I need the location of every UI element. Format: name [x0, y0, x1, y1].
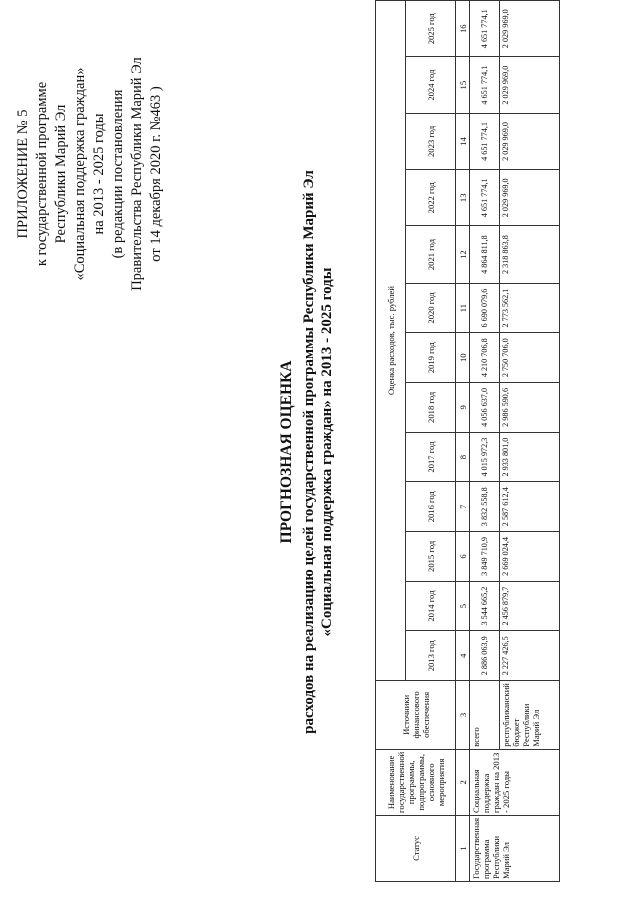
total-value-cell: 4 651 774,1 [470, 170, 500, 226]
budget-value-cell: 2 318 863,8 [500, 226, 560, 283]
appendix-line: (в редакции постановления [110, 89, 126, 259]
column-number: 7 [456, 482, 470, 532]
total-value-cell: 3 832 558,8 [470, 482, 500, 532]
budget-value-cell: 2 669 024,4 [500, 532, 560, 582]
document-title [278, 102, 336, 802]
row-status: Государственная программа Республики Марий Эл [470, 815, 560, 881]
budget-value-cell: 2 750 706,0 [500, 333, 560, 383]
budget-value-cell: 2 029 969,0 [500, 57, 560, 113]
total-value-cell: 4 651 774,1 [470, 57, 500, 113]
header-name: Наименование государственной программы, подпрограммы, основного мероприятия [376, 749, 456, 815]
total-value-cell: 3 544 665,2 [470, 581, 500, 631]
appendix-line: от 14 декабря 2020 г. №463 ) [148, 86, 164, 262]
year-header: 2013 год [406, 631, 456, 681]
column-number: 15 [456, 57, 470, 113]
total-value-cell: 6 690 079,6 [470, 283, 500, 333]
total-value-cell: 4 651 774,1 [470, 113, 500, 169]
appendix-line: «Социальная поддержка граждан» [72, 67, 88, 281]
budget-value-cell: 2 029 969,0 [500, 113, 560, 169]
header-source: Источники финансового обеспечения [376, 681, 456, 750]
title-sub: «Социальная поддержка граждан» на 2013 - 2025 годы [319, 267, 335, 637]
title-sub: расходов на реализацию целей государственной программы Республики Марий Эл [301, 170, 317, 734]
column-number: 5 [456, 581, 470, 631]
budget-value-cell: 2 227 426,5 [500, 631, 560, 681]
year-header: 2020 год [406, 283, 456, 333]
total-value-cell: 4 056 637,0 [470, 383, 500, 433]
column-number: 9 [456, 383, 470, 433]
column-number: 3 [456, 681, 470, 750]
column-number: 11 [456, 283, 470, 333]
column-number: 16 [456, 1, 470, 57]
appendix-line: к государственной программе [34, 81, 50, 267]
year-header: 2019 год [406, 333, 456, 383]
year-header: 2024 год [406, 57, 456, 113]
total-value-cell: 4 651 774,1 [470, 1, 500, 57]
table-row [470, 1, 500, 882]
budget-value-cell: 2 029 969,0 [500, 1, 560, 57]
total-value-cell: 4 210 706,8 [470, 333, 500, 383]
budget-value-cell: 2 587 612,4 [500, 482, 560, 532]
estimate-table [375, 0, 560, 882]
column-numbers-row [456, 1, 470, 882]
budget-value-cell: 2 029 969,0 [500, 170, 560, 226]
budget-value-cell: 2 986 590,6 [500, 383, 560, 433]
row-name: Социальная поддержка граждан на 2013 - 2025 годы [470, 749, 560, 815]
header-estimate: Оценка расходов, тыс. рублей [376, 1, 406, 681]
year-header: 2014 год [406, 581, 456, 631]
appendix-line: ПРИЛОЖЕНИЕ № 5 [15, 109, 31, 239]
year-header: 2023 год [406, 113, 456, 169]
source-budget: республиканский бюджет Республики Марий Эл [500, 681, 560, 750]
total-value-cell: 3 849 710,9 [470, 532, 500, 582]
year-header: 2017 год [406, 432, 456, 482]
column-number: 12 [456, 226, 470, 283]
column-number: 6 [456, 532, 470, 582]
total-value-cell: 4 864 811,8 [470, 226, 500, 283]
year-header: 2022 год [406, 170, 456, 226]
year-header: 2025 год [406, 1, 456, 57]
budget-value-cell: 2 933 801,0 [500, 432, 560, 482]
source-total: всего [470, 681, 500, 750]
column-number: 13 [456, 170, 470, 226]
column-number: 2 [456, 749, 470, 815]
column-number: 8 [456, 432, 470, 482]
total-value-cell: 4 015 972,3 [470, 432, 500, 482]
appendix-line: на 2013 - 2025 годы [91, 113, 107, 235]
appendix-block [14, 24, 166, 324]
appendix-line: Республики Марий Эл [53, 104, 69, 244]
budget-value-cell: 2 773 562,1 [500, 283, 560, 333]
column-number: 1 [456, 815, 470, 881]
budget-value-cell: 2 456 879,7 [500, 581, 560, 631]
year-header: 2016 год [406, 482, 456, 532]
year-header: 2021 год [406, 226, 456, 283]
year-header: 2018 год [406, 383, 456, 433]
header-status: Статус [376, 815, 456, 881]
total-value-cell: 2 886 063,9 [470, 631, 500, 681]
appendix-line: Правительства Республики Марий Эл [129, 57, 145, 291]
column-number: 4 [456, 631, 470, 681]
year-header: 2015 год [406, 532, 456, 582]
column-number: 10 [456, 333, 470, 383]
title-main: ПРОГНОЗНАЯ ОЦЕНКА [278, 360, 295, 544]
column-number: 14 [456, 113, 470, 169]
